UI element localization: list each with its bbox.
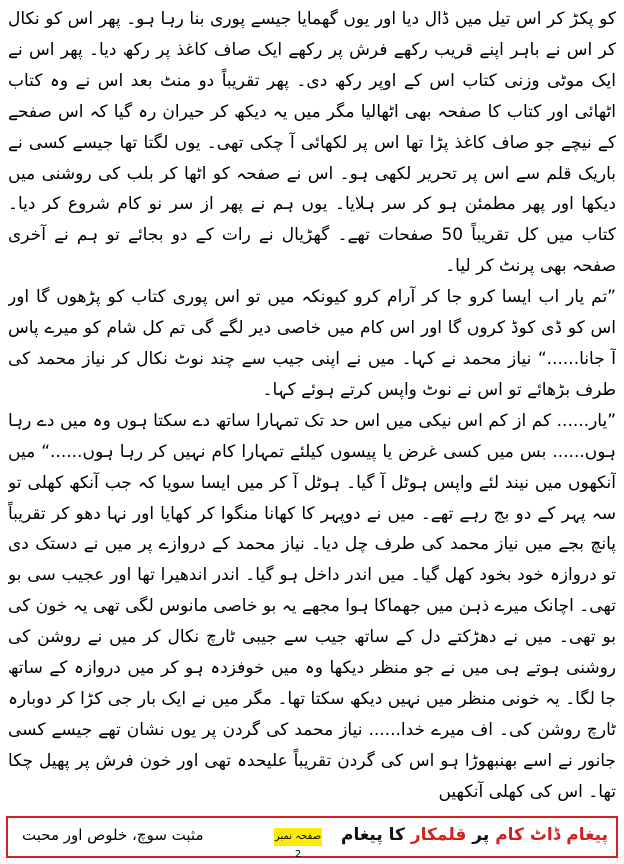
paragraph: ”یار...... کم از کم اس نیکی میں اس حد تک تمہارا ساتھ دے سکتا ہوں وہ میں دے رہا ہوں...... بس میں کسی غرض یا پیسوں کیلئے تمہارا کام نہیں کر رہا ہوں......“ میں آنکھوں میں نیند لئے واپس ہوٹل آ گیا۔ ہوٹل آ کر میں ایسا سویا کہ جب آنکھ کھلی تو سہ پہر کے دو بج رہے تھے۔ میں نے دوپہر کا کھانا منگوا کر کھایا اور نہا دھو کر تقریباً پانچ بجے میں نیاز محمد کی طرف چل دیا۔ نیاز محمد کے دروازے پر میں نے دستک دی تو دروازہ خود بخود کھل گیا۔ میں اندر داخل ہو گیا۔ اندر اندھیرا تھا اور عجیب سی بو تھی۔ اچانک میرے ذہن میں جھماکا ہوا مجھے یہ بو خاصی مانوس لگی تھی یہ خون کی بو تھی۔ میں نے دھڑکتے دل کے ساتھ جیب سے جیبی ٹارچ نکال کر میں نے روشن کی روشنی ہوتے ہی میں نے جو منظر دیکھا وہ میں خوفزدہ ہو کر میں دروازہ کے ساتھ جا لگا۔ یہ خونی منظر میں نہیں دیکھ سکتا تھا۔ مگر میں نے ایک بار جی کڑا کر دوبارہ ٹارچ روشن کی۔ اف میرے خدا...... نیاز محمد کی گردن پر یوں نشان تھے جیسے کسی جانور نے اسے بھنبھوڑا ہو اس کی گردن تقریباً علیحدہ تھی اور خون فرش پر پھیل چکا تھا۔ اس کی کھلی آنکھیں [8, 410, 616, 802]
brand-message-word: کا پیغام [340, 825, 411, 845]
page-number-badge: صفحہ نمبر 2 [274, 828, 322, 846]
paragraph: کو پکڑ کر اس تیل میں ڈال دیا اور یوں گھمایا جیسے پوری بنا رہا ہو۔ پھر اس کو نکال کر اس نے باہر اپنے قریب رکھے فرش پر رکھے ایک صاف کاغذ پر رکھ دیا۔ پھر اس نے ایک موٹی وزنی کتاب اس کے اوپر رکھ دی۔ پھر تقریباً دو منٹ بعد اس نے وہ کتاب اٹھائی اور کتاب کا صفحہ بھی اٹھالیا مگر میں یہ دیکھ کر حیران رہ گیا کہ اس صفحے کے نیچے جو صاف کاغذ پڑا تھا اس پر لکھائی آ چکی تھی۔ یوں لگتا تھا جیسے کسی نے باریک قلم سے اس پر تحریر لکھی ہو۔ اس نے صفحہ کو اٹھا کر بلب کی روشنی میں دیکھا اور پھر مطمئن ہو کر سر ہلایا۔ یوں ہم نے پھر از سر نو کام شروع کر دیا۔ کتاب میں کل تقریباً 50 صفحات تھے۔ گھڑیال نے رات کے دو بجائے تو ہم نے آخری صفحہ بھی پرنٹ کر لیا۔ [8, 9, 616, 277]
paragraph: ”تم یار اب ایسا کرو جا کر آرام کرو کیونکہ میں تو اس پوری کتاب کو پڑھوں گا اور اس کو ڈی کوڈ کروں گا اور اس کام میں خاصی دیر لگے گی تم کل شام کو میرے پاس آ جانا......“ نیاز محمد نے کہا۔ میں نے اپنی جیب سے چند نوٹ نکال کر نیاز محمد کی طرف بڑھائے تو اس نے نوٹ واپس کرتے ہوئے کہا۔ [8, 287, 616, 400]
brand-site-name: پیغام ڈاٹ کام [495, 825, 608, 845]
article-body [8, 4, 616, 810]
brand-writer-word: قلمکار [410, 825, 467, 845]
brand-connector: پر [466, 825, 496, 845]
page-footer [6, 816, 618, 858]
footer-brand [341, 825, 608, 845]
footer-tagline: مثبت سوچ، خلوص اور محبت [22, 826, 204, 844]
